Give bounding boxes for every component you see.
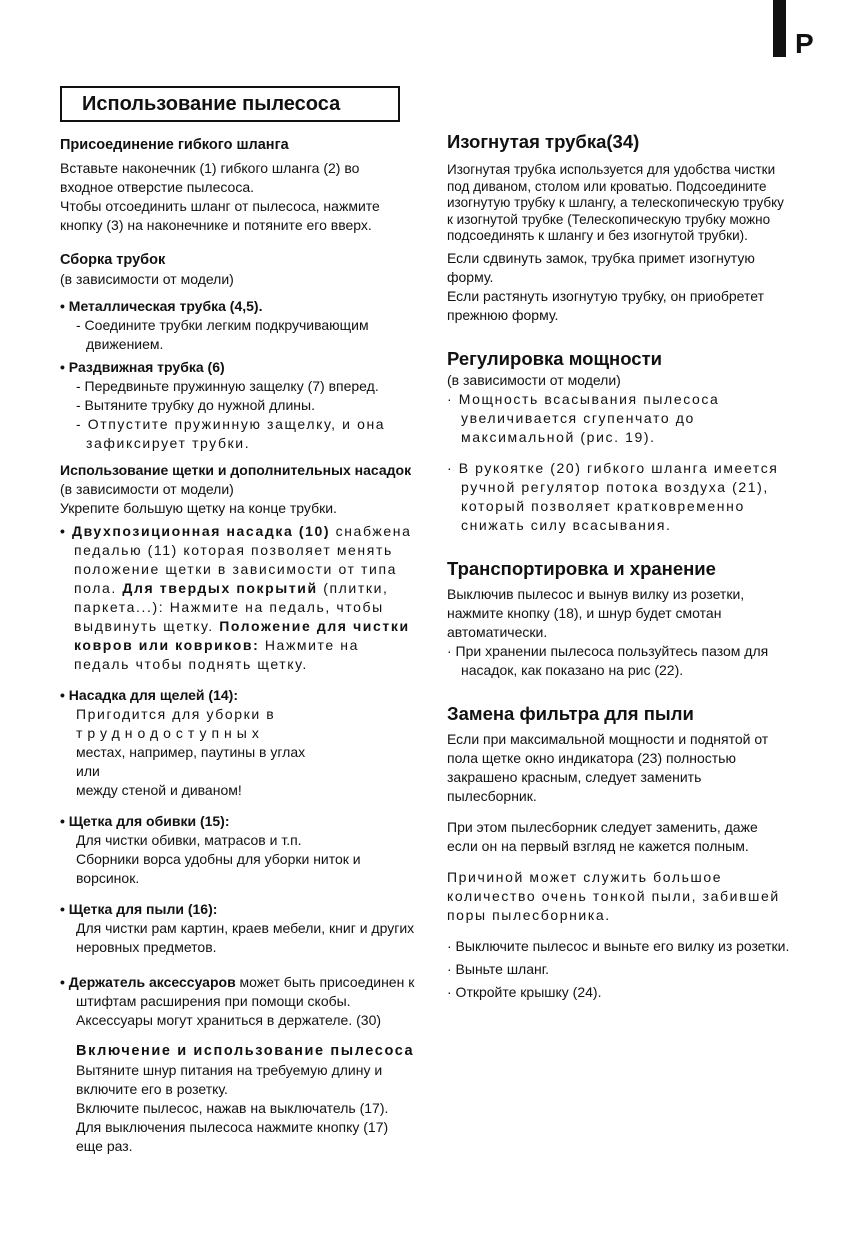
power-regulation-item-2: · В рукоятке (20) гибкого шланга имеется ручной регулятор потока воздуха (21), который позволяет кратковременно снижать силу всасывания.: [447, 459, 779, 533]
crevice-text-2: труднодоступных: [76, 725, 264, 741]
filter-text-1: Если при максимальной мощности и поднятой от пола щетке окно индикатора (23) полностью закрашено красным, следует заменить пылесборник.: [447, 730, 769, 804]
transport-text: Выключив пылесос и вынув вилку из розетки, нажмите кнопку (18), и шнур будет смотан автоматически.: [447, 585, 745, 640]
power-heading: Включение и использование пылесоса: [76, 1043, 415, 1059]
filter-step-1: · Выключите пылесос и выньте его вилку из розетки.: [447, 937, 790, 954]
tubes-heading: Сборка трубок: [60, 252, 166, 268]
right-column: [447, 130, 792, 1002]
hose-heading: Присоединение гибкого шланга: [60, 137, 289, 153]
telescopic-step-3: - Отпустите пружинную защелку, и она зафиксирует трубки.: [76, 416, 386, 451]
brush-intro: Укрепите большую щетку на конце трубки.: [60, 500, 337, 516]
dust-brush-label: • Щетка для пыли (16):: [60, 901, 218, 917]
accessory-holder-text-1: может быть присоединен к штифтам расширения при помощи скобы.: [76, 974, 415, 1009]
metal-tube-label: • Металлическая трубка (4,5).: [60, 298, 263, 314]
page-tab-letter: P: [795, 28, 814, 59]
brush-heading-bold: Использование щетки и дополнительных насадок: [60, 462, 412, 478]
power-regulation-heading: Регулировка мощности: [447, 347, 663, 369]
filter-text-3: Причиной может служить большое количество очень тонкой пыли, забившей поры пылесборника.: [447, 868, 780, 923]
upholstery-text-2: Сборники ворса удобны для уборки ниток и ворсинок.: [76, 851, 361, 886]
page-title: Использование пылесоса: [60, 86, 400, 122]
crevice-text-3: местах, например, паутины в углах или: [76, 744, 306, 779]
metal-tube-step: - Соедините трубки легким подкручивающим движением.: [76, 317, 369, 352]
crevice-text-1: Пригодится для уборки в: [76, 706, 276, 722]
accessory-holder-text-2: Аксессуары могут храниться в держателе. (30): [76, 1012, 382, 1028]
power-text-1: Вытяните шнур питания на требуемую длину и включите его в розетку.: [76, 1062, 383, 1097]
bent-tube-text-1: Изогнутая трубка используется для удобства чистки под диваном, столом или кроватью. Подсоедините изогнутую трубку к шлангу, а телескопическую трубку к изогнутой трубке (Телескопическую трубку можно подсоединять к шлангу и без изогнутой трубки).: [447, 162, 784, 243]
hard-floor-label: Для твердых покрытий: [122, 580, 318, 596]
upholstery-brush-label: • Щетка для обивки (15):: [60, 813, 230, 829]
filter-step-2: · Выньте шланг.: [447, 960, 550, 977]
tubes-model-note: (в зависимости от модели): [60, 271, 234, 287]
bent-tube-heading: Изогнутая трубка(34): [447, 131, 640, 152]
transport-heading: Транспортировка и хранение: [447, 557, 716, 579]
brush-heading: [60, 461, 416, 499]
two-position-text-1: снабжена педалью (11) которая позволяет менять положение щетки в зависимости от типа пола.: [74, 523, 412, 596]
page-tab-marker: [773, 0, 786, 57]
upholstery-text-1: Для чистки обивки, матрасов и т.п.: [76, 832, 302, 848]
crevice-text-4: между стеной и диваном!: [76, 782, 242, 798]
two-position-text-3: Нажмите на педаль чтобы поднять щетку.: [74, 637, 360, 672]
accessory-holder-label: • Держатель аксессуаров: [60, 974, 236, 990]
telescopic-step-1: - Передвиньте пружинную защелку (7) вперед.: [76, 378, 379, 394]
power-regulation-model-note: (в зависимости от модели): [447, 371, 621, 388]
two-position-text-2: (плитки, паркета...): Нажмите на педаль, чтобы выдвинуть щетку.: [74, 580, 389, 634]
filter-text-2: При этом пылесборник следует заменить, даже если он на первый взгляд не кажется полным.: [447, 818, 758, 854]
crevice-nozzle-label: • Насадка для щелей (14):: [60, 687, 238, 703]
two-position-nozzle: [60, 522, 416, 674]
carpet-label: Положение для чистки ковров или ковриков:: [74, 618, 410, 653]
dust-brush-text: Для чистки рам картин, краев мебели, книг и других неровных предметов.: [76, 920, 415, 955]
power-text-2: Включите пылесос, нажав на выключатель (17). Для выключения пылесоса нажмите кнопку (17) еще раз.: [76, 1100, 389, 1154]
transport-item: · При хранении пылесоса пользуйтесь пазом для насадок, как показано на рис (22).: [447, 642, 769, 678]
telescopic-step-2: - Вытяните трубку до нужной длины.: [76, 397, 315, 413]
power-regulation-item-1: · Мощность всасывания пылесоса увеличивается сгупенчато до максимальной (рис. 19).: [447, 390, 720, 445]
telescopic-tube-label: • Раздвижная трубка (6): [60, 359, 225, 375]
filter-heading: Замена фильтра для пыли: [447, 702, 694, 724]
bent-tube-text-3: Если растянуть изогнутую трубку, он приобретет прежнюю форму.: [447, 287, 764, 323]
filter-step-3: · Откройте крышку (24).: [447, 983, 602, 1000]
bent-tube-text-2: Если сдвинуть замок, трубка примет изогнутую форму.: [447, 249, 755, 285]
accessory-holder: [60, 973, 416, 1011]
left-column: [60, 86, 416, 1156]
hose-text-2: Чтобы отсоединить шланг от пылесоса, нажмите кнопку (3) на наконечнике и потяните его вверх.: [60, 198, 380, 233]
hose-text-1: Вставьте наконечник (1) гибкого шланга (2) во входное отверстие пылесоса.: [60, 160, 360, 195]
two-position-label: • Двухпозиционная насадка (10): [60, 523, 331, 539]
brush-heading-note: (в зависимости от модели): [60, 481, 234, 497]
